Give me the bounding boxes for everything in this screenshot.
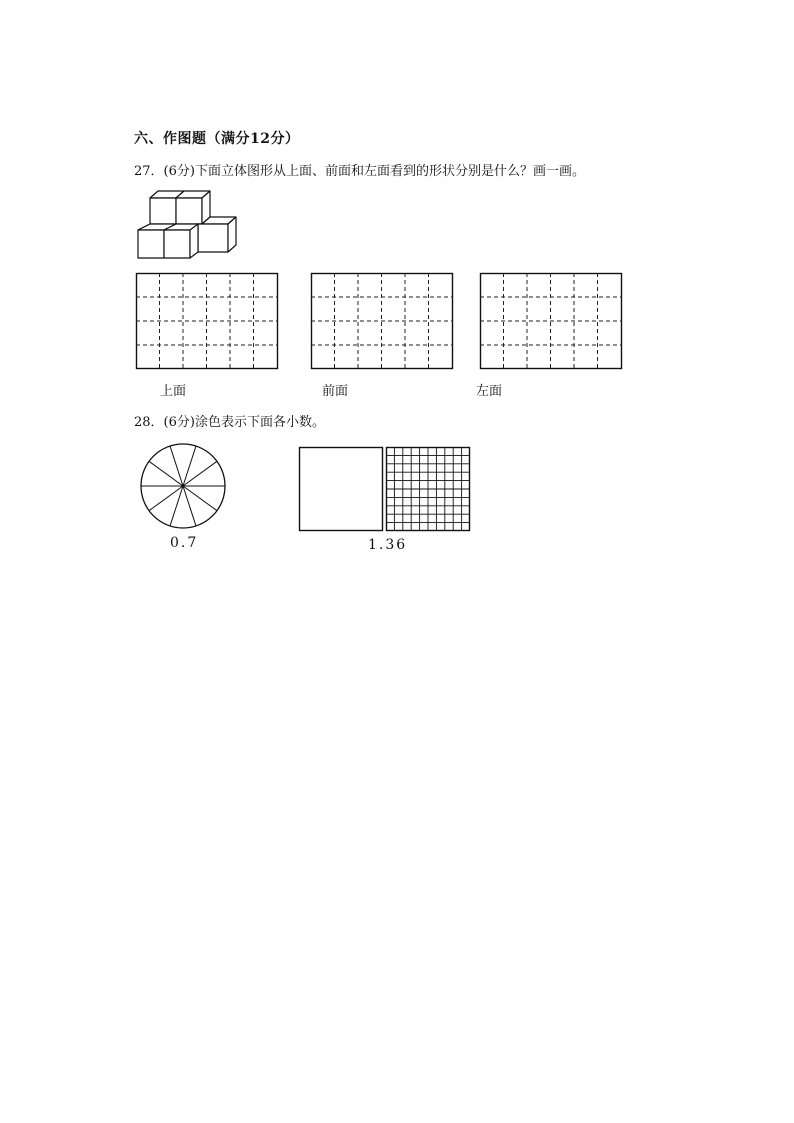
grid-label-left: 左面	[476, 384, 503, 399]
drawing-grid-left[interactable]	[480, 273, 622, 369]
grid-label-front: 前面	[322, 384, 349, 399]
grid-label-top: 上面	[160, 384, 187, 399]
cube-front-face	[164, 230, 190, 258]
drawing-grid-front[interactable]	[311, 273, 453, 369]
cube-figure	[136, 190, 238, 264]
decimal-square-hundredths[interactable]	[386, 447, 470, 531]
question-27-text: 27．(6分)下面立体图形从上面、前面和左面看到的形状分别是什么？画一画。	[134, 164, 585, 179]
square-value-label: 1.36	[368, 537, 408, 553]
cube-side-face	[228, 217, 236, 252]
cube-front-face	[176, 198, 202, 224]
circle-value-label: 0.7	[170, 535, 199, 551]
drawing-grid-top[interactable]	[136, 273, 278, 369]
decimal-circle[interactable]	[140, 443, 226, 529]
decimal-square-whole[interactable]	[299, 447, 383, 531]
question-28-text: 28．(6分)涂色表示下面各小数。	[134, 415, 325, 430]
section-title: 六、作图题（满分12分）	[134, 131, 300, 147]
cube-front-face	[138, 230, 164, 258]
cube-side-face	[190, 224, 198, 258]
cube-front-face	[198, 224, 228, 252]
cube-front-face	[150, 198, 176, 224]
